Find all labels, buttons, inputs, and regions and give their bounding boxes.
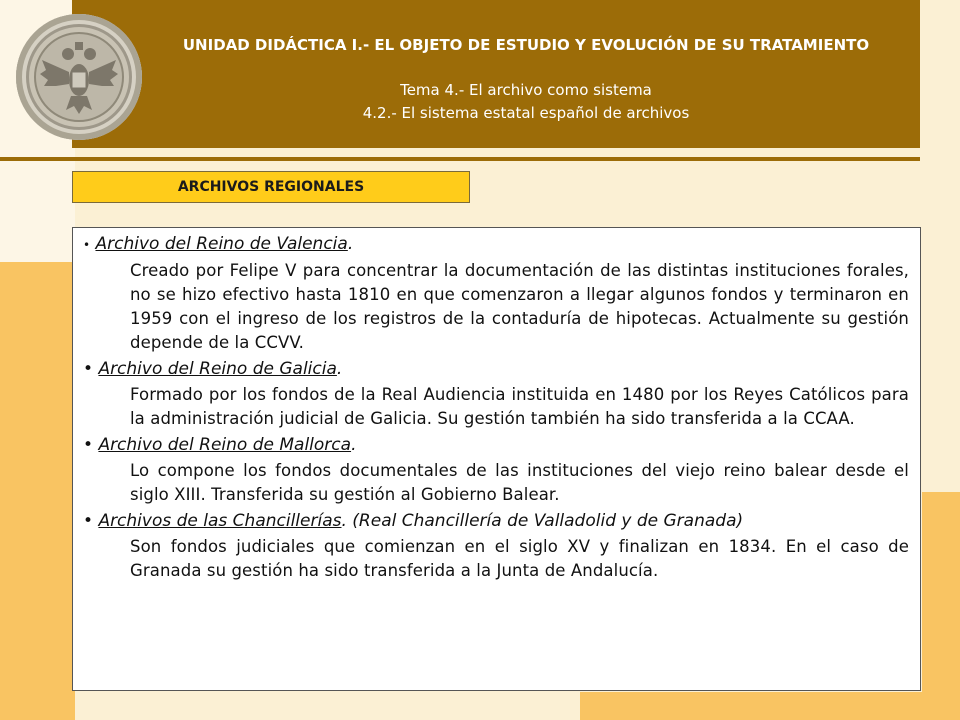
item-description: Son fondos judiciales que comienzan en el siglo XV y finalizan en 1834. En el caso de Granada su gestión ha sido transferida a la Junta de Andalucía. bbox=[130, 537, 909, 580]
item-title-suffix: . bbox=[347, 234, 354, 254]
header-title: UNIDAD DIDÁCTICA I.- EL OBJETO DE ESTUDIO Y EVOLUCIÓN DE SU TRATAMIENTO bbox=[182, 36, 870, 54]
item-title-suffix: . bbox=[336, 359, 343, 379]
section-heading: ARCHIVOS REGIONALES bbox=[72, 171, 470, 203]
item-title-line bbox=[83, 509, 909, 533]
bullet-icon: • bbox=[83, 435, 94, 455]
content-box bbox=[72, 227, 921, 691]
left-orange-block bbox=[0, 262, 75, 720]
item-title-suffix: . bbox=[351, 435, 357, 455]
item-title-line bbox=[83, 232, 909, 257]
list-item bbox=[83, 509, 909, 583]
header-divider bbox=[0, 157, 920, 161]
item-title-line bbox=[83, 433, 909, 457]
item-description: Creado por Felipe V para concentrar la documentación de las distintas instituciones forales, no se hizo efectivo hasta 1810 en que comenzaron a llegar algunos fondos y terminaron en 1959 con el ingreso de los registros de la contaduría de hipotecas. Actualmente su gestión depende de la CCVV. bbox=[130, 261, 909, 352]
item-title: Archivo del Reino de Mallorca bbox=[98, 435, 352, 455]
bullet-icon: • bbox=[83, 359, 94, 379]
bullet-icon: • bbox=[83, 511, 94, 531]
bullet-icon: • bbox=[83, 238, 91, 252]
item-title: Archivo del Reino de Valencia bbox=[95, 234, 348, 254]
header-topic: Tema 4.- El archivo como sistema bbox=[400, 81, 652, 99]
item-title-line bbox=[83, 357, 909, 381]
list-item bbox=[83, 232, 909, 355]
right-orange-block bbox=[922, 492, 960, 720]
eagle-seal-icon bbox=[16, 14, 142, 140]
header-subtopic: 4.2.- El sistema estatal español de archivos bbox=[362, 104, 690, 122]
bottom-orange-block bbox=[580, 692, 960, 720]
item-title: Archivo del Reino de Galicia bbox=[98, 359, 337, 379]
item-description: Formado por los fondos de la Real Audiencia instituida en 1480 por los Reyes Católicos para la administración judicial de Galicia. Su gestión también ha sido transferida a la CCAA. bbox=[130, 385, 909, 428]
list-item bbox=[83, 433, 909, 507]
item-description: Lo compone los fondos documentales de las instituciones del viejo reino balear desde el siglo XIII. Transferida su gestión al Gobierno Balear. bbox=[130, 461, 909, 504]
list-item bbox=[83, 357, 909, 431]
slide-header bbox=[72, 0, 920, 148]
item-title: Archivos de las Chancillerías bbox=[98, 511, 342, 531]
item-title-suffix: . (Real Chancillería de Valladolid y de Granada) bbox=[341, 511, 744, 531]
